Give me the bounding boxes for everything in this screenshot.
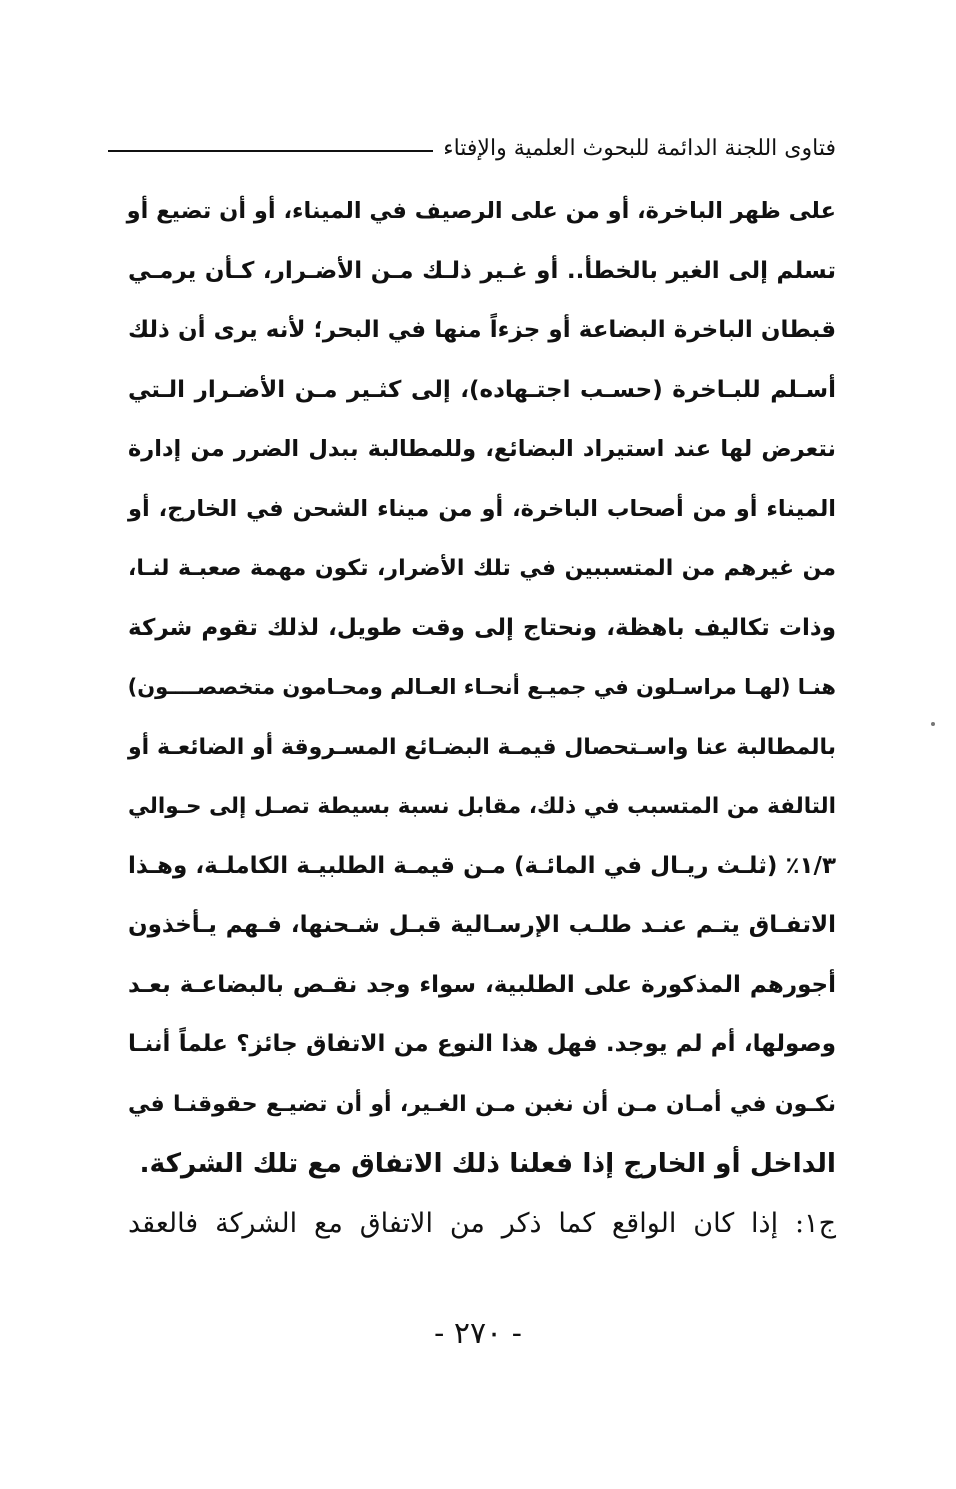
text-line: نكـون في أمـان مـن أن نغبن مـن الغـير، أو أن تضيـع حقوقنـا في (128, 1091, 836, 1117)
text-line: التالفة من المتسبب في ذلك، مقابل نسبة بسيطة تصـل إلى حـوالي (128, 794, 836, 819)
answer-line: ج١: إذا كان الواقع كما ذكر من الاتفاق مع الشركة فالعقد (128, 1207, 836, 1239)
header-title: فتاوى اللجنة الدائمة للبحوث العلمية والإفتاء (443, 135, 836, 161)
scan-speck (931, 722, 935, 726)
text-line: تسلم إلى الغير بالخطأ.. أو غـير ذلـك مـن الأضـرار، كـأن يرمـي (128, 257, 836, 284)
text-line: وذات تكاليف باهظة، ونحتاج إلى وقت طويل، لذلك تقوم شركة (128, 614, 836, 641)
text-line: بالمطالبة عنا واسـتحصال قيمـة البضـائع المسـروقة أو الضائعـة أو (128, 734, 836, 760)
text-line: الميناء أو من أصحاب الباخرة، أو من ميناء الشحن في الخارج، أو (128, 495, 836, 522)
text-line: أجورهم المذكورة على الطلبية، سواء وجد نقـص بالبضاعـة بعـد (128, 971, 836, 998)
body-text (128, 182, 836, 1254)
page-number: - ٢٧٠ - (434, 1316, 522, 1351)
text-line: الاتفـاق يتـم عنـد طلـب الإرسـالية قبـل شـحنها، فـهم يـأخذون (128, 912, 836, 938)
text-line: هنـا (لهـا مراسـلون في جميـع أنحـاء العـالم ومحـامون متخصصــــون) (127, 675, 836, 699)
text-line: من غيرهم من المتسببين في تلك الأضرار، تكون مهمة صعبـة لنـا، (128, 556, 836, 581)
text-line: الداخل أو الخارج إذا فعلنا ذلك الاتفاق مع تلك الشركة. (139, 1148, 836, 1179)
text-line: قبطان الباخرة البضاعة أو جزءاً منها في البحر؛ لأنه يرى أن ذلك (128, 317, 836, 343)
header-rule (108, 150, 433, 152)
text-line: ١/٣٪ (ثلـث ريـال في المائـة) مـن قيمـة الطلبيـة الكاملـة، وهـذا (128, 852, 836, 879)
text-line: وصولها، أم لم يوجد. فهل هذا النوع من الاتفاق جائز؟ علماً أننـا (128, 1031, 836, 1057)
text-line: على ظهر الباخرة، أو من على الرصيف في الميناء، أو أن تضيع أو (126, 198, 836, 224)
text-line: أسـلم للبـاخرة (حسـب اجتـهاده)، إلى كثـير مـن الأضـرار الـتي (128, 376, 836, 403)
running-header (108, 128, 836, 168)
text-line: نتعرض لها عند استيراد البضائع، وللمطالبة ببدل الضرر من إدارة (128, 436, 836, 462)
